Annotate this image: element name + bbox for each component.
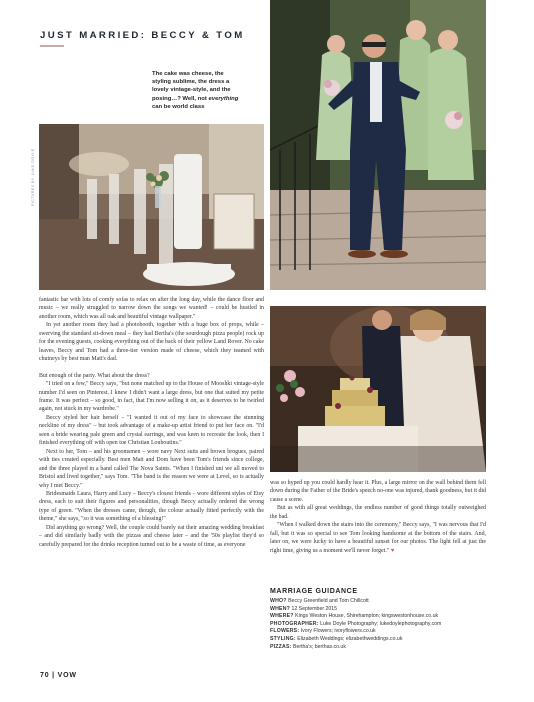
page-folio: 70 | VOW bbox=[40, 672, 77, 679]
marriage-guidance-heading: MARRIAGE GUIDANCE bbox=[270, 588, 358, 595]
body-line: – wore different styles of Etsy dress, each to suit their figures and bbox=[39, 490, 264, 506]
body-paragraph bbox=[39, 448, 264, 490]
body-line: box of props, while – swerving the standard sit-down meal – they had bbox=[39, 322, 265, 337]
body-line: But as with all great weddings, the endless number of good bbox=[277, 505, 423, 512]
caption-text: posing…? Well, not bbox=[152, 95, 209, 102]
guide-label: WHEN? bbox=[270, 605, 291, 612]
body-line: Next to her, Tom – and his groomsmen – wore navy Next suits bbox=[46, 448, 199, 455]
reception-room-photo bbox=[39, 124, 264, 290]
guide-row-where bbox=[270, 613, 486, 621]
body-paragraph bbox=[270, 504, 486, 521]
body-line: "I tried on a few," Beccy says, "but none matched up to the bbox=[46, 381, 187, 388]
body-line: But enough of the party. What about the dress? bbox=[39, 372, 150, 379]
body-line: time, giving us a moment we'll never forget." bbox=[282, 547, 390, 554]
body-line: things totally outweighed the bad. bbox=[270, 505, 486, 520]
body-line: which was all oak and beautiful vintage wallpaper." bbox=[73, 313, 196, 320]
body-line: House of Mooshki vintage-style number I'd seen on Pinterest. I knew bbox=[39, 381, 264, 396]
body-line: In yet another room they had a photobooth, together with a huge bbox=[46, 322, 208, 329]
body-line: be twirled again, not stuck in my wardrobe." bbox=[39, 397, 264, 413]
body-line: then I finished everything off with open toe Christian Louboutins." bbox=[39, 431, 265, 447]
body-paragraph bbox=[39, 380, 264, 414]
body-paragraph bbox=[39, 372, 264, 380]
body-line: "When I walked down the stairs into the ceremony," Beccy says, bbox=[277, 522, 431, 529]
body-line: was so hyped up you could hardly hear it. Plus, a large mirror on the bbox=[270, 480, 434, 486]
end-heart-icon: ♥ bbox=[390, 547, 395, 554]
body-line: and brown brogues, paired with ties created especially. Best men bbox=[39, 448, 264, 464]
guide-value: Luke Doyle Photography; lukedoylephotography.com bbox=[318, 620, 442, 627]
body-line: cake leaves, Beccy and Tom had a three-tier version made of cheese, bbox=[39, 339, 264, 354]
groom-bridesmaids-photo bbox=[270, 0, 486, 290]
body-line: showcase the stunning neckline of my dress" – but took advantage of bbox=[39, 414, 264, 430]
body-line: no-one was injured, thank goodness, but it did cause a scene. bbox=[270, 488, 486, 503]
body-line: which they teamed with chutneys by best man Matt's dad. bbox=[39, 347, 265, 363]
body-line: and cheese later – and the '50s playlist they'd so carefully prepared bbox=[39, 533, 264, 548]
body-line: all moved to Bristol and lived together," says Tom. "The band is the bbox=[39, 465, 264, 481]
body-line: with the theme," she says, "so it was something of a blessing!" bbox=[39, 507, 264, 523]
body-line: I didn't want a large dress, but one that suited my petite frame. It was bbox=[39, 389, 264, 404]
body-line: for the drinks reception turned out to be a waste of time, as everyone bbox=[83, 541, 246, 548]
caption-line: lovely vintage-style, and the bbox=[152, 87, 231, 94]
body-line: have a beautiful sunset for our photos. The light fell at just the right bbox=[270, 539, 486, 554]
body-line: cooking everything out of the back of their yellow Land Rover. No bbox=[93, 339, 252, 346]
guide-value: Ivory Flowers; ivoryflowers.co.uk bbox=[299, 628, 376, 635]
body-paragraph bbox=[39, 296, 264, 321]
guide-value: Bertha's; berthas.co.uk bbox=[291, 643, 346, 650]
marriage-guidance-list bbox=[270, 598, 486, 651]
body-paragraph bbox=[270, 479, 486, 504]
body-paragraph bbox=[39, 321, 264, 363]
body-line: a make-up artist friend to put her face on. "I'd seen a bride wearing bbox=[39, 423, 264, 438]
photo-caption bbox=[152, 70, 272, 111]
body-line: Did anything go wrong? Well, the couple could barely eat their bbox=[46, 524, 197, 531]
body-line: handsome at the bottom of the stairs. And, later on, we were lucky to bbox=[270, 530, 486, 546]
body-line: "I was nervous that I'd fall, but it was so special to see Tom looking bbox=[270, 522, 486, 537]
cake-cutting-photo bbox=[270, 306, 486, 472]
caption-line bbox=[152, 95, 272, 103]
body-line: Bridesmaids Laura, Harry and Lucy – Beccy's closest friends bbox=[46, 490, 191, 497]
guide-label: STYLING: bbox=[270, 635, 296, 642]
caption-line: can be world class bbox=[152, 103, 205, 110]
photo-credit: PICTURES BY: LUKE DOYLE bbox=[31, 148, 35, 206]
guide-row-pizzas bbox=[270, 644, 486, 652]
guide-row-flowers bbox=[270, 628, 486, 636]
body-line: down the songs we wanted! – could be hustled in another room, bbox=[39, 305, 264, 320]
body-paragraph bbox=[39, 490, 264, 524]
caption-line: styling sublime, the dress a bbox=[152, 79, 230, 86]
guide-row-styling bbox=[270, 636, 486, 644]
body-line: personalities, though Beccy actually ordered the wrong type of green. bbox=[39, 499, 264, 514]
body-paragraph bbox=[39, 414, 264, 448]
article-title: JUST MARRIED: BECCY & TOM bbox=[40, 30, 245, 41]
body-line: amazing wedding breakfast – and did similarly badly with the pizzas bbox=[39, 524, 264, 540]
guide-label: FLOWERS: bbox=[270, 628, 300, 635]
guide-label: WHO? bbox=[270, 598, 287, 604]
body-line: perfect – so good, in fact, that I'm now selling it on, as it deserves to bbox=[72, 397, 239, 404]
body-paragraph bbox=[39, 524, 264, 549]
body-line: reason we were at Level, so is actually why I met Beccy." bbox=[39, 474, 264, 489]
guide-row-when bbox=[270, 606, 486, 614]
guide-value: 12 September 2015 bbox=[290, 605, 338, 612]
body-line: Beccy styled her hair herself – "I wanted it out of my face to bbox=[46, 414, 206, 421]
article-body-left-column bbox=[39, 296, 264, 549]
guide-value: Elizabeth Weddings; elizabethweddings.co.uk bbox=[295, 635, 403, 642]
body-line: while the dance floor and music – we really struggled to narrow bbox=[39, 297, 264, 312]
body-line: wall behind them fell down during the Father of the Bride's speech bbox=[270, 480, 486, 495]
body-paragraph bbox=[270, 521, 486, 555]
guide-value: Kings Weston House, Shirehampton; kingswestonhouse.co.uk bbox=[293, 613, 439, 620]
body-line: pale green and crystal earrings, and was keen to recreate the look, bbox=[90, 431, 249, 438]
body-line: played in a band called The Nova Saints. "When I finished uni we bbox=[72, 465, 232, 472]
body-line: "When the dresses came, though, the colour actually fitted perfectly bbox=[75, 507, 242, 514]
guide-label: PHOTOGRAPHER: bbox=[270, 620, 319, 627]
guide-label: WHERE? bbox=[270, 613, 294, 620]
body-line: fantastic bar with lots of comfy sofas to relax on after the long day, bbox=[39, 297, 202, 303]
guide-label: PIZZAS: bbox=[270, 643, 292, 650]
caption-line: The cake was cheese, the bbox=[152, 71, 224, 77]
article-body-right-column bbox=[270, 479, 486, 555]
title-rule bbox=[40, 45, 64, 47]
guide-row-photographer bbox=[270, 621, 486, 629]
body-line: Bertha's (the sourdough pizza people) rock up for the evening guests, bbox=[39, 330, 264, 346]
body-line: Matt and Dom have been Tom's friends since college, and the three bbox=[39, 457, 264, 472]
guide-value: Beccy Greenfield and Tom Chillcott bbox=[286, 598, 369, 604]
caption-emphasis: everything bbox=[208, 95, 239, 102]
guide-row-who bbox=[270, 598, 486, 606]
